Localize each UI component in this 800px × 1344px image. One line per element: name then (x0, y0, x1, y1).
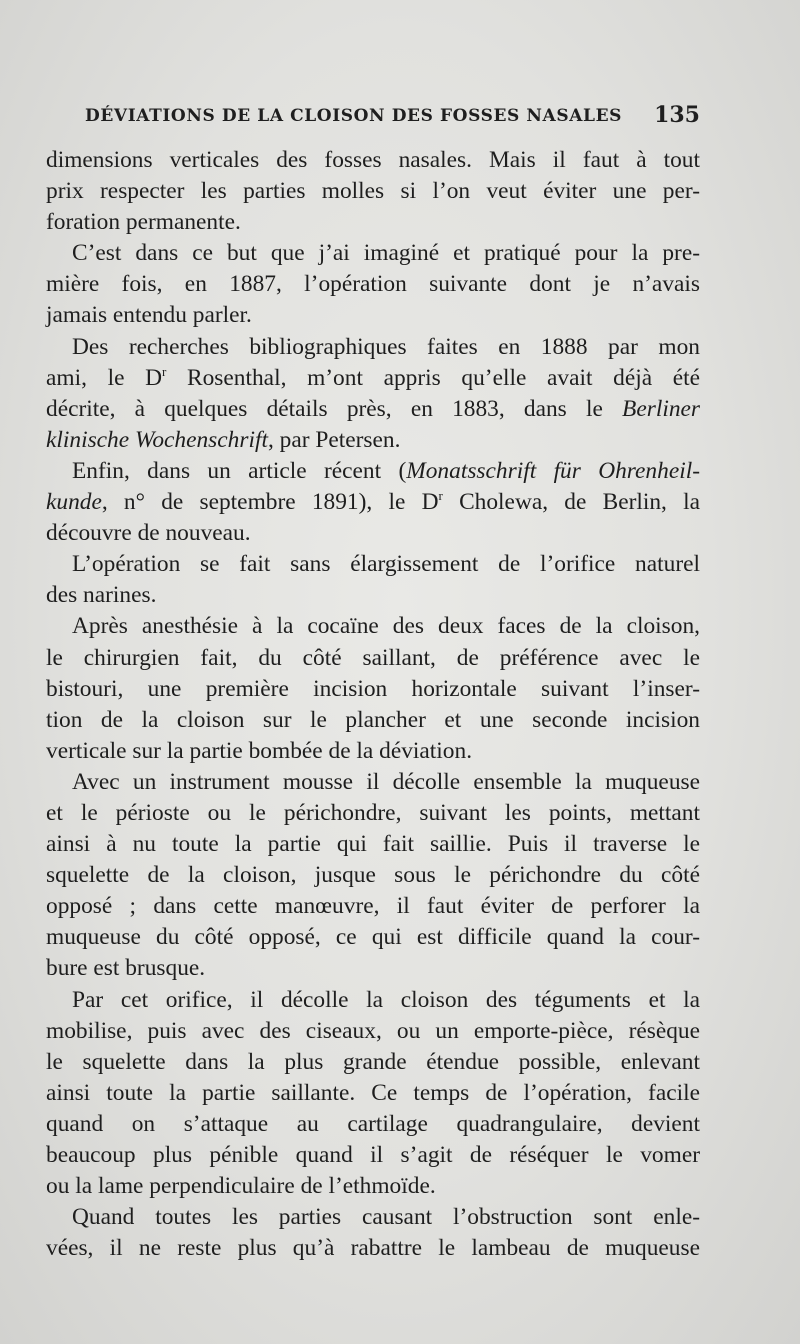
text-line: quand on s’attaque au cartilage quadrangulaire, devient (46, 1110, 700, 1137)
text-line: jamais entendu parler. (46, 302, 252, 329)
text-line: découvre de nouveau. (46, 520, 251, 547)
paragraph-start-line: C’est dans ce but que j’ai imaginé et pratiqué pour la pre- (72, 240, 700, 267)
superscript: r (162, 363, 167, 379)
text-line: des narines. (46, 582, 157, 609)
paragraph-start-line: Par cet orifice, il décolle la cloison des téguments et la (72, 986, 700, 1013)
text-line: dimensions verticales des fosses nasales. Mais il faut à tout (46, 147, 700, 173)
text-line: beaucoup plus pénible quand il s’agit de réséquer le vomer (46, 1142, 700, 1168)
text-line: mière fois, en 1887, l’opération suivante dont je n’avais (46, 271, 700, 298)
paragraph-start-line: L’opération se fait sans élargissement de l’orifice naturel (72, 551, 700, 578)
text-line: squelette de la cloison, jusque sous le périchondre du côté (46, 862, 700, 889)
paragraph-start-line: Avec un instrument mousse il décolle ensemble la muqueuse (72, 768, 700, 795)
text-line: ou la lame perpendiculaire de l’ethmoïde. (46, 1173, 436, 1200)
text-line: klinische Wochenschrift, par Petersen. (46, 426, 401, 453)
paragraph-start-line: Après anesthésie à la cocaïne des deux faces de la cloison, (72, 613, 700, 640)
text-line: foration permanente. (46, 209, 241, 236)
running-title: DÉVIATIONS DE LA CLOISON DES FOSSES NASALES (85, 106, 623, 126)
text-line: décrite, à quelques détails près, en 1883, dans le Berliner (46, 395, 700, 422)
text-line: vées, il ne reste plus qu’à rabattre le lambeau de muqueuse (46, 1235, 700, 1262)
text-line: bistouri, une première incision horizontale suivant l’inser- (46, 675, 700, 702)
paragraph-start-line: Quand toutes les parties causant l’obstruction sont enle- (72, 1204, 700, 1231)
text-line: le squelette dans la plus grande étendue possible, enlevant (46, 1048, 700, 1075)
text-line: opposé ; dans cette manœuvre, il faut éviter de perforer la (46, 893, 700, 920)
text-line: ainsi toute la partie saillante. Ce temps de l’opération, facile (46, 1079, 700, 1106)
text-line: ami, le $D^r$ Rosenthal, m’ont appris qu’elle avait déjà été (46, 363, 700, 391)
text-line: ainsi à nu toute la partie qui fait saillie. Puis il traverse le (46, 831, 700, 858)
text-line: muqueuse du côté opposé, ce qui est difficile quand la cour- (46, 924, 700, 951)
italic-title: Monatsschrift für Ohrenheil- (406, 457, 700, 484)
text-line: tion de la cloison sur le plancher et une seconde incision (46, 706, 700, 733)
page-header (85, 102, 700, 132)
text-line: et le périoste ou le périchondre, suivant les points, mettant (46, 799, 700, 826)
text-line: mobilise, puis avec des ciseaux, ou un emporte-pièce, résèque (46, 1017, 700, 1044)
text-line: prix respecter les parties molles si l’on veut éviter une per- (46, 178, 700, 205)
italic-title: klinische Wochenschrift (46, 426, 268, 453)
body-text (46, 145, 700, 1264)
text-line: le chirurgien fait, du côté saillant, de préférence avec le (46, 644, 700, 671)
text-line: bure est brusque. (46, 955, 206, 982)
italic-title: kunde (46, 489, 102, 516)
page-number: 135 (654, 102, 700, 128)
text-line: verticale sur la partie bombée de la déviation. (46, 737, 473, 764)
superscript: r (438, 488, 443, 504)
paragraph-start-line: Des recherches bibliographiques faites en 1888 par mon (72, 333, 700, 360)
italic-title: Berliner (622, 395, 700, 422)
paragraph-start-line: Enfin, dans un article récent (Monatsschrift für Ohrenheil- (72, 457, 700, 484)
text-line: kunde, n° de septembre 1891), le $D^r$ Cholewa, de Berlin, la (46, 488, 701, 516)
